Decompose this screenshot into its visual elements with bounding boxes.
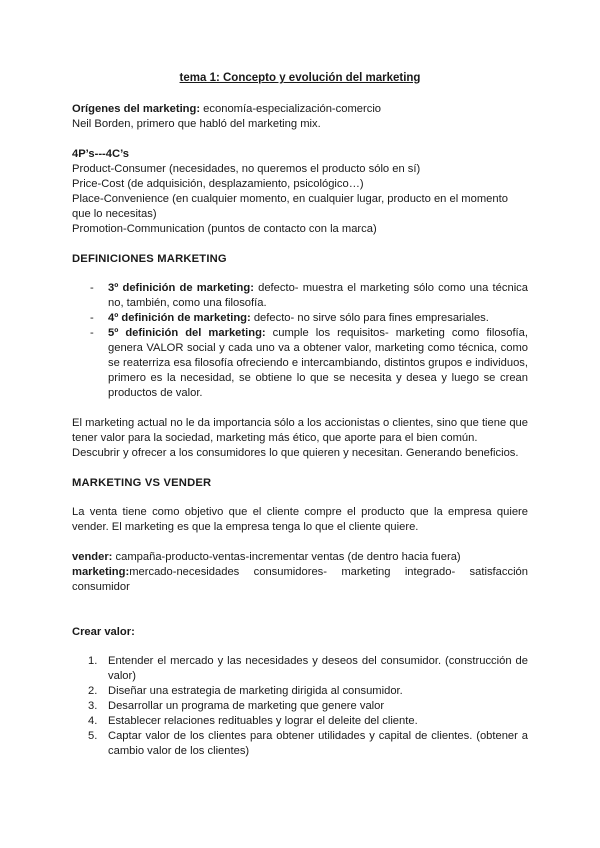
ps-line: Promotion-Communication (puntos de contacto con la marca) [72,223,377,235]
list-number: 5. [88,730,98,742]
vender-line [72,550,528,565]
bullet-dash: - [90,312,94,324]
list-number: 2. [88,685,98,697]
list-number: 3. [88,700,98,712]
list-item [72,654,528,684]
list-text: Diseñar una estrategia de marketing dirigida al consumidor. [108,685,403,697]
bullet-dash: - [90,327,94,339]
list-number: 1. [88,655,98,667]
definiciones-heading: DEFINICIONES MARKETING [72,253,227,265]
ps-line: Product-Consumer (necesidades, no queremos el producto sólo en sí) [72,163,421,175]
document-body [72,71,528,759]
origenes-label: Orígenes del marketing: [72,103,201,115]
marketing-label: marketing: [72,566,130,578]
list-item [72,699,528,714]
list-text: Entender el mercado y las necesidades y deseos del consumidor. (construcción de valor) [108,655,528,682]
list-text: Establecer relaciones redituables y lograr el deleite del cliente. [108,715,418,727]
list-item [72,311,528,326]
definition-text: cumple los requisitos- marketing como filosofía, genera VALOR social y cada uno va a obtener valor, marketing como técnica, como se reaterriza esa filosofía ofreciendo e intercambiando, distintos grupos e individuos, primero es la necesidad, se obtiene lo que se necesita y desea y luego se crean productos de valor. [108,327,528,399]
list-item [72,684,528,699]
bullet-dash: - [90,282,94,294]
marketing-line2: consumidor [72,581,130,593]
list-item [72,714,528,729]
definiciones-list [72,281,528,401]
origenes-line2: Neil Borden, primero que habló del marketing mix. [72,118,321,130]
definiciones-para2: Descubrir y ofrecer a los consumidores lo que quieren y necesitan. Generando beneficios. [72,447,519,459]
vender-heading: MARKETING VS VENDER [72,477,212,489]
marketing-text: mercado-necesidades consumidores- marketing integrado- satisfacción [129,566,528,578]
ps-line: Place-Convenience (en cualquier momento, en cualquier lugar, producto en el momento que lo necesitas) [72,193,508,220]
crear-heading: Crear valor: [72,626,135,638]
list-item [72,729,528,759]
ps-line: Price-Cost (de adquisición, desplazamiento, psicológico…) [72,178,364,190]
vender-label: vender: [72,551,113,563]
definition-text: defecto- no sirve sólo para fines empresariales. [250,312,489,324]
list-number: 4. [88,715,98,727]
origenes-text: economía-especialización-comercio [200,103,382,115]
origenes-line [72,102,528,117]
ps-heading: 4P’s---4C’s [72,148,129,160]
vender-para: La venta tiene como objetivo que el cliente compre el producto que la empresa quiere vender. El marketing es que la empresa tenga lo que el cliente quiere. [72,506,528,533]
marketing-line [72,565,528,580]
list-text: Desarrollar un programa de marketing que genere valor [108,700,385,712]
definition-label: 4º definición de marketing: [108,312,251,324]
definition-label: 3º definición de marketing: [108,282,254,294]
vender-text: campaña-producto-ventas-incrementar ventas (de dentro hacia fuera) [112,551,461,563]
page-title: tema 1: Concepto y evolución del marketing [179,72,421,84]
definition-label: 5º definición del marketing: [108,327,266,339]
list-text: Captar valor de los clientes para obtener utilidades y capital de clientes. (obtener a cambio valor de los clientes) [108,730,528,757]
list-item [72,281,528,311]
crear-list [72,654,528,759]
list-item [72,326,528,401]
definition-text: defecto- muestra el marketing sólo como una técnica no, también, como una filosofía. [108,282,528,309]
definiciones-para1: El marketing actual no le da importancia sólo a los accionistas o clientes, sino que tiene que tener valor para la sociedad, marketing más ético, que aporte para el bien común. [72,417,528,444]
